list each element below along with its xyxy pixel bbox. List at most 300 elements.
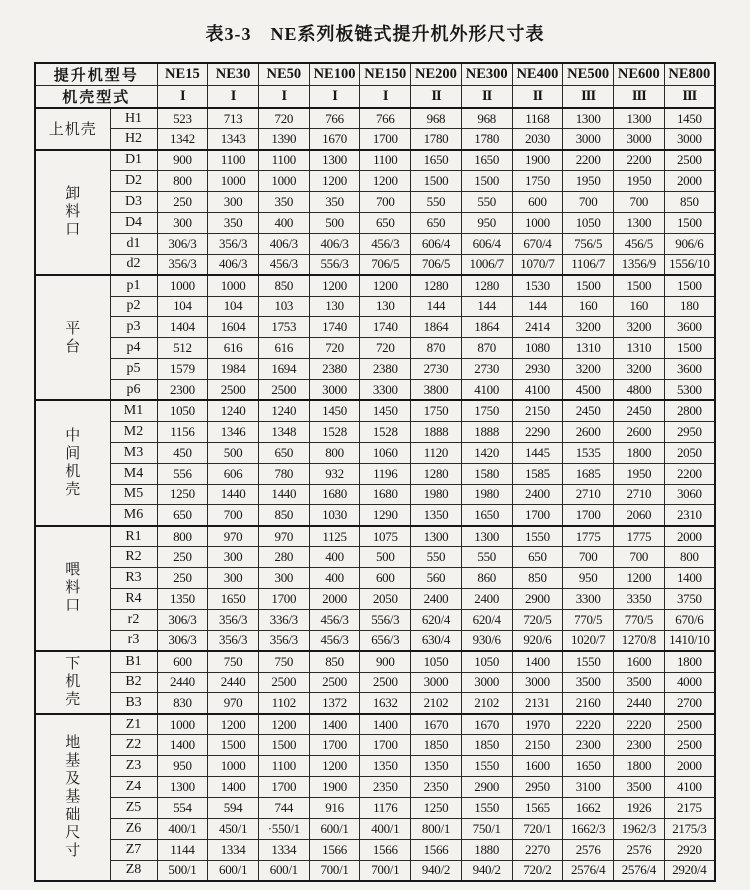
value-cell: 2440 xyxy=(157,672,208,693)
value-cell: 650 xyxy=(258,442,309,463)
value-cell: 2060 xyxy=(613,505,664,526)
model-name: NE600 xyxy=(613,63,664,86)
param-label: Z2 xyxy=(110,735,157,756)
value-cell: 766 xyxy=(309,108,360,129)
value-cell: 2930 xyxy=(512,359,563,380)
table-row xyxy=(35,129,715,150)
value-cell: 2900 xyxy=(512,588,563,609)
value-cell: 1850 xyxy=(411,735,462,756)
value-cell: 700 xyxy=(360,192,411,213)
group-label: 上机壳 xyxy=(35,108,110,150)
value-cell: 1500 xyxy=(461,171,512,192)
value-cell: 1750 xyxy=(461,400,512,421)
value-cell: 2710 xyxy=(563,484,614,505)
value-cell: 2131 xyxy=(512,693,563,714)
value-cell: 1300 xyxy=(411,526,462,547)
table-row xyxy=(35,338,715,359)
value-cell: 3200 xyxy=(563,359,614,380)
value-cell: 1632 xyxy=(360,693,411,714)
group-label-char: 间 xyxy=(65,445,81,463)
value-cell: 1400 xyxy=(309,714,360,735)
group-label-char: 及 xyxy=(65,770,81,788)
value-cell: 1270/8 xyxy=(613,630,664,651)
value-cell: 306/3 xyxy=(157,630,208,651)
value-cell: 850 xyxy=(258,505,309,526)
value-cell: 1950 xyxy=(613,463,664,484)
value-cell: 2380 xyxy=(360,359,411,380)
param-label: B1 xyxy=(110,651,157,672)
value-cell: 916 xyxy=(309,797,360,818)
value-cell: 1300 xyxy=(309,150,360,171)
value-cell: 1580 xyxy=(461,463,512,484)
value-cell: 144 xyxy=(461,296,512,317)
value-cell: 1348 xyxy=(258,421,309,442)
value-cell: 2220 xyxy=(613,714,664,735)
table-row xyxy=(35,108,715,129)
value-cell: 950 xyxy=(157,756,208,777)
group-label-char: 础 xyxy=(65,806,81,824)
value-cell: 500 xyxy=(309,212,360,233)
group-label-char: 口 xyxy=(65,597,81,615)
value-cell: 3600 xyxy=(664,359,715,380)
value-cell: 594 xyxy=(208,797,259,818)
value-cell: 2350 xyxy=(360,777,411,798)
value-cell: 1075 xyxy=(360,526,411,547)
value-cell: 1050 xyxy=(411,651,462,672)
value-cell: 770/5 xyxy=(613,609,664,630)
value-cell: 1950 xyxy=(613,171,664,192)
value-cell: 1342 xyxy=(157,129,208,150)
value-cell: 1156 xyxy=(157,421,208,442)
value-cell: 870 xyxy=(461,338,512,359)
value-cell: 620/4 xyxy=(461,609,512,630)
value-cell: 2730 xyxy=(461,359,512,380)
value-cell: 800 xyxy=(157,171,208,192)
value-cell: 350 xyxy=(309,192,360,213)
param-label: R4 xyxy=(110,588,157,609)
model-name: NE100 xyxy=(309,63,360,86)
param-label: Z3 xyxy=(110,756,157,777)
value-cell: 300 xyxy=(157,212,208,233)
model-name: NE50 xyxy=(258,63,309,86)
value-cell: 1000 xyxy=(258,171,309,192)
value-cell: 970 xyxy=(208,693,259,714)
value-cell: 1680 xyxy=(360,484,411,505)
param-label: Z7 xyxy=(110,839,157,860)
value-cell: 3200 xyxy=(613,317,664,338)
value-cell: 406/3 xyxy=(309,233,360,254)
value-cell: 1700 xyxy=(360,129,411,150)
param-label: Z5 xyxy=(110,797,157,818)
value-cell: 550 xyxy=(411,547,462,568)
value-cell: 1310 xyxy=(613,338,664,359)
value-cell: 950 xyxy=(563,568,614,589)
value-cell: 1346 xyxy=(208,421,259,442)
value-cell: 1240 xyxy=(208,400,259,421)
value-cell: 1200 xyxy=(309,756,360,777)
param-label: p1 xyxy=(110,275,157,296)
value-cell: 1700 xyxy=(360,735,411,756)
table-row xyxy=(35,254,715,275)
param-label: Z8 xyxy=(110,860,157,881)
value-cell: 1400 xyxy=(664,568,715,589)
value-cell: 550 xyxy=(461,192,512,213)
value-cell: 1700 xyxy=(512,505,563,526)
value-cell: 1700 xyxy=(563,505,614,526)
value-cell: 1280 xyxy=(461,275,512,296)
value-cell: 300 xyxy=(258,568,309,589)
value-cell: 720 xyxy=(360,338,411,359)
value-cell: 1550 xyxy=(512,526,563,547)
table-row xyxy=(35,192,715,213)
value-cell: 1100 xyxy=(258,756,309,777)
value-cell: 1006/7 xyxy=(461,254,512,275)
param-label: R1 xyxy=(110,526,157,547)
table-row xyxy=(35,588,715,609)
value-cell: 1962/3 xyxy=(613,818,664,839)
value-cell: 1500 xyxy=(258,735,309,756)
value-cell: 600/1 xyxy=(309,818,360,839)
value-cell: 1984 xyxy=(208,359,259,380)
table-row xyxy=(35,359,715,380)
param-label: D3 xyxy=(110,192,157,213)
value-cell: 616 xyxy=(208,338,259,359)
table-row xyxy=(35,693,715,714)
value-cell: 1700 xyxy=(258,588,309,609)
table-row xyxy=(35,233,715,254)
value-cell: 500 xyxy=(360,547,411,568)
value-cell: 1670 xyxy=(461,714,512,735)
value-cell: 600/1 xyxy=(258,860,309,881)
value-cell: 1400 xyxy=(208,777,259,798)
value-cell: 1680 xyxy=(309,484,360,505)
param-label: M3 xyxy=(110,442,157,463)
param-label: M2 xyxy=(110,421,157,442)
value-cell: 2102 xyxy=(461,693,512,714)
value-cell: 2576/4 xyxy=(563,860,614,881)
value-cell: 750/1 xyxy=(461,818,512,839)
value-cell: 1300 xyxy=(613,108,664,129)
value-cell: 870 xyxy=(411,338,462,359)
value-cell: 1020/7 xyxy=(563,630,614,651)
table-row xyxy=(35,609,715,630)
value-cell: 1500 xyxy=(613,275,664,296)
value-cell: 400/1 xyxy=(360,818,411,839)
group-label-char: 壳 xyxy=(65,691,81,709)
value-cell: 1125 xyxy=(309,526,360,547)
value-cell: 512 xyxy=(157,338,208,359)
value-cell: 103 xyxy=(258,296,309,317)
param-label: H2 xyxy=(110,129,157,150)
value-cell: 600 xyxy=(157,651,208,672)
group-label xyxy=(35,651,110,714)
value-cell: 1500 xyxy=(664,338,715,359)
value-cell: 2700 xyxy=(664,693,715,714)
table-row xyxy=(35,275,715,296)
table-row xyxy=(35,568,715,589)
param-label: M1 xyxy=(110,400,157,421)
value-cell: 1000 xyxy=(512,212,563,233)
table-row xyxy=(35,526,715,547)
value-cell: 1343 xyxy=(208,129,259,150)
param-label: p3 xyxy=(110,317,157,338)
value-cell: 306/3 xyxy=(157,609,208,630)
value-cell: 1400 xyxy=(360,714,411,735)
value-cell: 554 xyxy=(157,797,208,818)
value-cell: 3500 xyxy=(613,777,664,798)
value-cell: 1528 xyxy=(360,421,411,442)
value-cell: 2500 xyxy=(360,672,411,693)
group-label-char: 机 xyxy=(65,673,81,691)
value-cell: 850 xyxy=(309,651,360,672)
model-name: NE30 xyxy=(208,63,259,86)
group-label-char: 尺 xyxy=(65,824,81,842)
value-cell: 1650 xyxy=(208,588,259,609)
value-cell: 2500 xyxy=(664,735,715,756)
value-cell: 1800 xyxy=(664,651,715,672)
value-cell: 2000 xyxy=(309,588,360,609)
value-cell: 2440 xyxy=(208,672,259,693)
value-cell: 1530 xyxy=(512,275,563,296)
value-cell: 1753 xyxy=(258,317,309,338)
table-row xyxy=(35,735,715,756)
value-cell: 2160 xyxy=(563,693,614,714)
value-cell: 1200 xyxy=(309,275,360,296)
value-cell: 556 xyxy=(157,463,208,484)
value-cell: 706/5 xyxy=(360,254,411,275)
table-row xyxy=(35,150,715,171)
value-cell: 756/5 xyxy=(563,233,614,254)
value-cell: 400 xyxy=(258,212,309,233)
value-cell: 1106/7 xyxy=(563,254,614,275)
model-name: NE300 xyxy=(461,63,512,86)
table-row xyxy=(35,171,715,192)
param-label: p4 xyxy=(110,338,157,359)
value-cell: 800 xyxy=(309,442,360,463)
casing-type: III xyxy=(664,86,715,109)
value-cell: 336/3 xyxy=(258,609,309,630)
value-cell: 4000 xyxy=(664,672,715,693)
table-row xyxy=(35,860,715,881)
param-label: r2 xyxy=(110,609,157,630)
value-cell: 1000 xyxy=(208,171,259,192)
value-cell: 2576 xyxy=(613,839,664,860)
value-cell: 3350 xyxy=(613,588,664,609)
value-cell: 1300 xyxy=(157,777,208,798)
value-cell: 3000 xyxy=(613,129,664,150)
value-cell: 2220 xyxy=(563,714,614,735)
value-cell: 2380 xyxy=(309,359,360,380)
value-cell: 1000 xyxy=(157,714,208,735)
value-cell: 4100 xyxy=(664,777,715,798)
value-cell: 1450 xyxy=(664,108,715,129)
value-cell: 750 xyxy=(208,651,259,672)
value-cell: ·550/1 xyxy=(258,818,309,839)
group-label xyxy=(35,275,110,400)
value-cell: 1550 xyxy=(461,756,512,777)
casing-type: III xyxy=(563,86,614,109)
value-cell: 250 xyxy=(157,568,208,589)
value-cell: 1600 xyxy=(512,756,563,777)
param-label: M4 xyxy=(110,463,157,484)
value-cell: 456/3 xyxy=(258,254,309,275)
value-cell: 2600 xyxy=(563,421,614,442)
value-cell: 930/6 xyxy=(461,630,512,651)
value-cell: 1400 xyxy=(512,651,563,672)
value-cell: 1445 xyxy=(512,442,563,463)
group-label-char: 台 xyxy=(65,337,81,355)
value-cell: 616 xyxy=(258,338,309,359)
group-label-char: 口 xyxy=(65,221,81,239)
value-cell: 1280 xyxy=(411,463,462,484)
value-cell: 2500 xyxy=(258,380,309,401)
param-label: D2 xyxy=(110,171,157,192)
value-cell: 1750 xyxy=(411,400,462,421)
table-row xyxy=(35,380,715,401)
value-cell: 3300 xyxy=(360,380,411,401)
value-cell: 556/3 xyxy=(360,609,411,630)
value-cell: 2175 xyxy=(664,797,715,818)
value-cell: 1310 xyxy=(563,338,614,359)
value-cell: 3800 xyxy=(411,380,462,401)
value-cell: 1334 xyxy=(258,839,309,860)
casing-type: III xyxy=(613,86,664,109)
group-label-char: 下 xyxy=(65,655,81,673)
value-cell: 630/4 xyxy=(411,630,462,651)
value-cell: 1500 xyxy=(664,212,715,233)
value-cell: 1404 xyxy=(157,317,208,338)
value-cell: 3300 xyxy=(563,588,614,609)
value-cell: 1650 xyxy=(461,150,512,171)
value-cell: 2414 xyxy=(512,317,563,338)
value-cell: 1280 xyxy=(411,275,462,296)
value-cell: 1565 xyxy=(512,797,563,818)
value-cell: 830 xyxy=(157,693,208,714)
param-label: d2 xyxy=(110,254,157,275)
value-cell: 3000 xyxy=(461,672,512,693)
group-label-char: 中 xyxy=(65,427,81,445)
value-cell: 670/6 xyxy=(664,609,715,630)
group-label-char: 基 xyxy=(65,752,81,770)
value-cell: 1900 xyxy=(512,150,563,171)
value-cell: 1662 xyxy=(563,797,614,818)
table-row xyxy=(35,818,715,839)
value-cell: 2576/4 xyxy=(613,860,664,881)
param-label: B2 xyxy=(110,672,157,693)
value-cell: 300 xyxy=(208,568,259,589)
value-cell: 3000 xyxy=(309,380,360,401)
value-cell: 3500 xyxy=(563,672,614,693)
value-cell: 650 xyxy=(157,505,208,526)
value-cell: 650 xyxy=(360,212,411,233)
value-cell: 1650 xyxy=(563,756,614,777)
group-label-char: 寸 xyxy=(65,842,81,860)
value-cell: 523 xyxy=(157,108,208,129)
table-row xyxy=(35,672,715,693)
table-row xyxy=(35,463,715,484)
param-label: D1 xyxy=(110,150,157,171)
value-cell: 1356/9 xyxy=(613,254,664,275)
value-cell: 1980 xyxy=(411,484,462,505)
value-cell: 800 xyxy=(664,547,715,568)
value-cell: 1300 xyxy=(613,212,664,233)
value-cell: 2920 xyxy=(664,839,715,860)
value-cell: 2450 xyxy=(563,400,614,421)
value-cell: 1372 xyxy=(309,693,360,714)
value-cell: 5300 xyxy=(664,380,715,401)
value-cell: 850 xyxy=(258,275,309,296)
value-cell: 1604 xyxy=(208,317,259,338)
value-cell: 600 xyxy=(360,568,411,589)
value-cell: 2050 xyxy=(664,442,715,463)
value-cell: 1800 xyxy=(613,442,664,463)
value-cell: 1050 xyxy=(563,212,614,233)
value-cell: 1650 xyxy=(411,150,462,171)
value-cell: 250 xyxy=(157,547,208,568)
casing-type: I xyxy=(157,86,208,109)
value-cell: 744 xyxy=(258,797,309,818)
value-cell: 2600 xyxy=(613,421,664,442)
value-cell: 1030 xyxy=(309,505,360,526)
value-cell: 2350 xyxy=(411,777,462,798)
value-cell: 1556/10 xyxy=(664,254,715,275)
group-label-char: 壳 xyxy=(65,481,81,499)
group-label xyxy=(35,150,110,275)
table-row xyxy=(35,505,715,526)
param-label: H1 xyxy=(110,108,157,129)
table-row xyxy=(35,839,715,860)
value-cell: 656/3 xyxy=(360,630,411,651)
value-cell: 1350 xyxy=(360,756,411,777)
table-row xyxy=(35,296,715,317)
value-cell: 1970 xyxy=(512,714,563,735)
table-row xyxy=(35,442,715,463)
value-cell: 4100 xyxy=(461,380,512,401)
value-cell: 4800 xyxy=(613,380,664,401)
value-cell: 1550 xyxy=(563,651,614,672)
value-cell: 3000 xyxy=(563,129,614,150)
value-cell: 456/3 xyxy=(309,630,360,651)
value-cell: 500 xyxy=(208,442,259,463)
group-label-char: 料 xyxy=(65,579,81,597)
param-label: R2 xyxy=(110,547,157,568)
value-cell: 350 xyxy=(258,192,309,213)
value-cell: 600/1 xyxy=(208,860,259,881)
value-cell: 606/4 xyxy=(411,233,462,254)
value-cell: 350 xyxy=(208,212,259,233)
value-cell: 1662/3 xyxy=(563,818,614,839)
group-label xyxy=(35,526,110,651)
value-cell: 700 xyxy=(563,192,614,213)
value-cell: 2576 xyxy=(563,839,614,860)
value-cell: 1579 xyxy=(157,359,208,380)
table-row xyxy=(35,212,715,233)
value-cell: 970 xyxy=(208,526,259,547)
value-cell: 700/1 xyxy=(309,860,360,881)
value-cell: 450/1 xyxy=(208,818,259,839)
value-cell: 550 xyxy=(411,192,462,213)
casing-type: I xyxy=(258,86,309,109)
value-cell: 1780 xyxy=(461,129,512,150)
value-cell: 1670 xyxy=(411,714,462,735)
value-cell: 356/3 xyxy=(208,233,259,254)
casing-type: I xyxy=(208,86,259,109)
param-label: B3 xyxy=(110,693,157,714)
value-cell: 3000 xyxy=(512,672,563,693)
value-cell: 300 xyxy=(208,192,259,213)
value-cell: 1350 xyxy=(411,505,462,526)
value-cell: 3100 xyxy=(563,777,614,798)
